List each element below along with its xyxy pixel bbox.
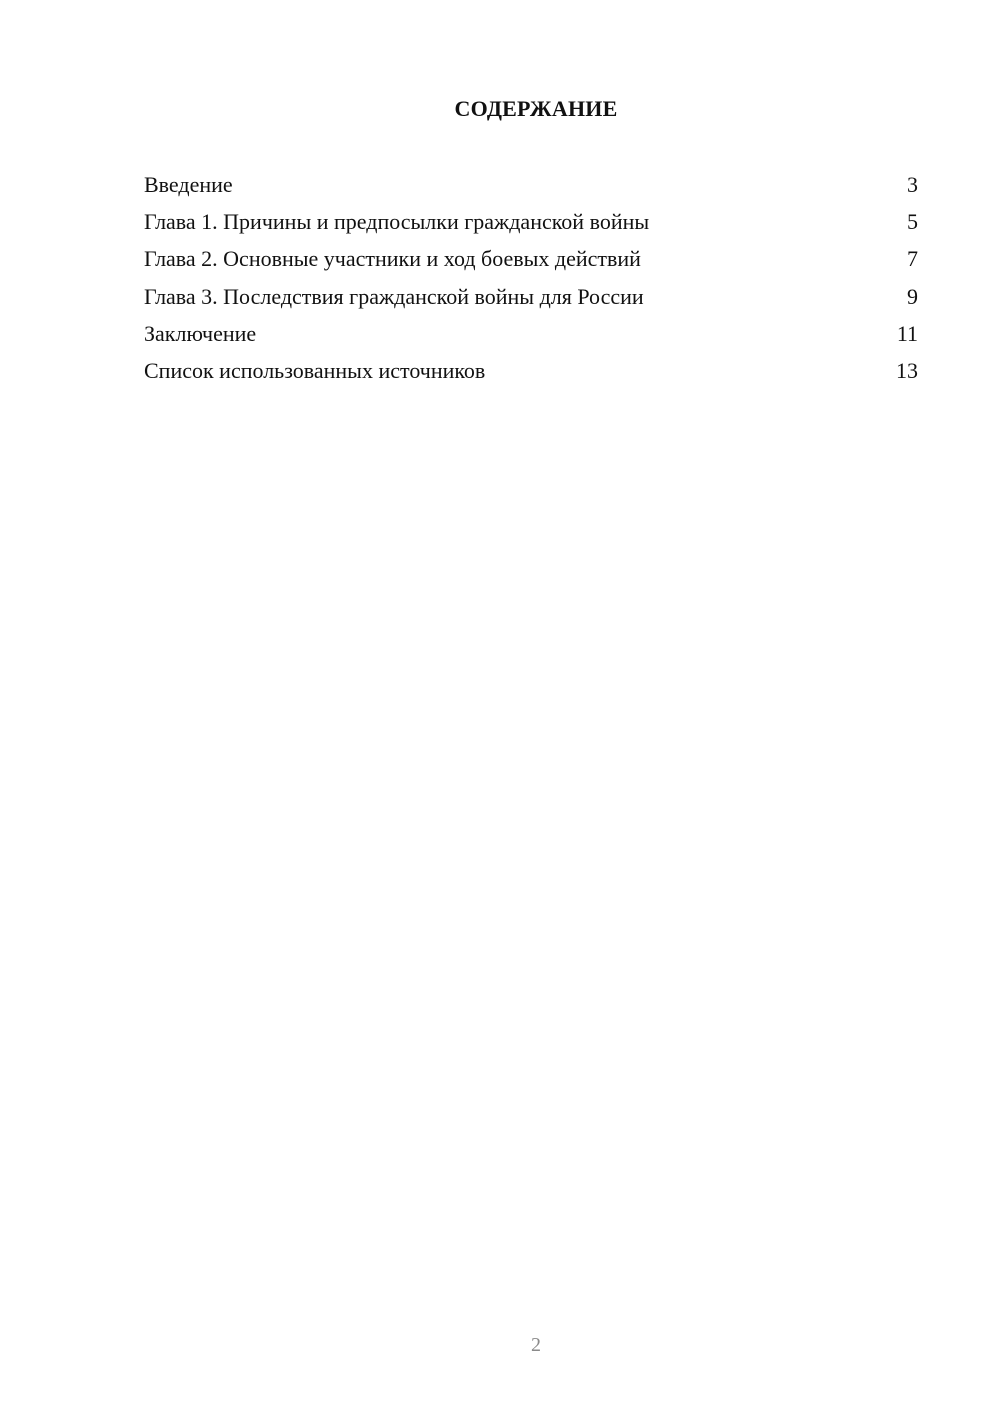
toc-item-label: Глава 2. Основные участники и ход боевых действий	[144, 246, 641, 272]
toc-item-page: 13	[896, 357, 918, 383]
toc-item-page: 3	[907, 172, 918, 197]
toc-item-page: 7	[907, 246, 918, 272]
toc-item-conclusion	[144, 317, 918, 354]
toc-item-chapter-3	[144, 280, 918, 317]
page-number: 2	[531, 1334, 541, 1356]
toc-item-label: Заключение	[144, 320, 257, 346]
toc-title: СОДЕРЖАНИЕ	[454, 96, 618, 121]
toc-item-page: 5	[907, 209, 918, 235]
toc-item-label: Список использованных источников	[144, 357, 486, 383]
toc-item-label: Введение	[144, 172, 233, 197]
table-of-contents	[144, 168, 918, 391]
toc-item-chapter-1	[144, 205, 918, 242]
toc-item-page: 9	[907, 283, 918, 309]
toc-item-references	[144, 354, 918, 391]
toc-item-introduction	[144, 168, 918, 205]
toc-item-label: Глава 3. Последствия гражданской войны для России	[144, 283, 644, 309]
toc-item-page: 11	[896, 320, 918, 346]
toc-item-label: Глава 1. Причины и предпосылки гражданской войны	[144, 209, 650, 235]
toc-item-chapter-2	[144, 242, 918, 279]
